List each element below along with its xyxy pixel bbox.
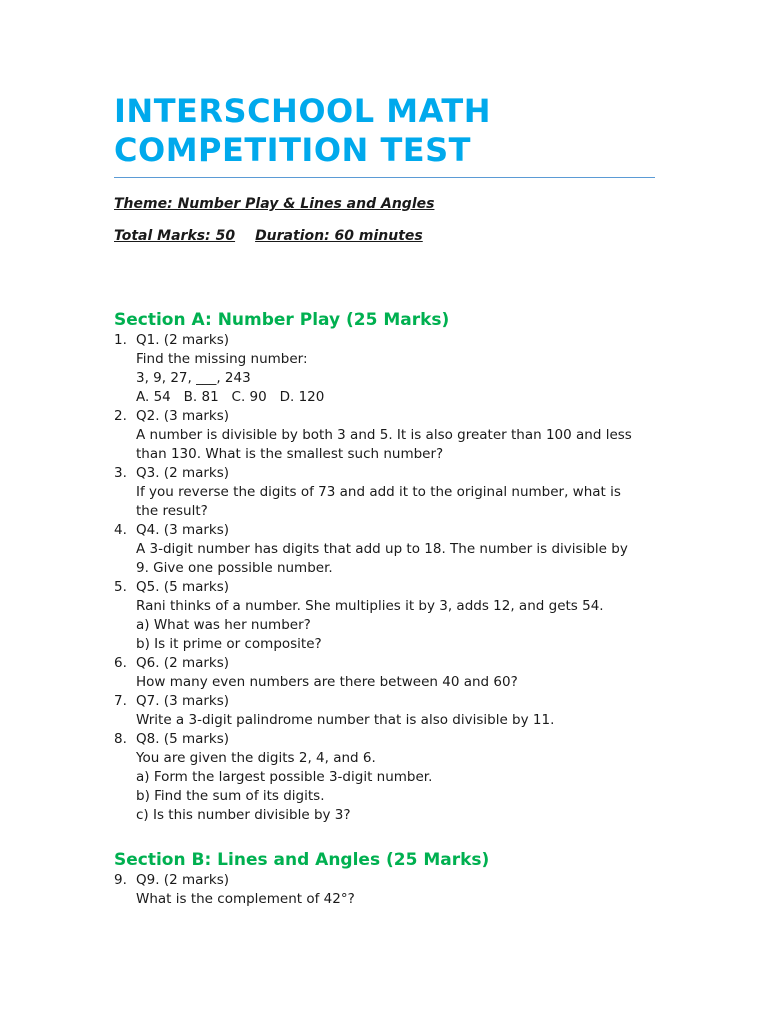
question-item	[114, 654, 655, 692]
question-header: Q7. (3 marks)	[136, 693, 230, 709]
question-text-line: b) Is it prime or composite?	[136, 636, 322, 652]
section-b-heading: Section B: Lines and Angles (25 Marks)	[114, 850, 490, 870]
question-item	[114, 464, 655, 521]
question-text-line: b) Find the sum of its digits.	[136, 788, 325, 804]
question-text-line: What is the complement of 42°?	[136, 891, 355, 907]
question-number: 4.	[114, 522, 127, 538]
question-header: Q9. (2 marks)	[136, 872, 230, 888]
question-text-line: than 130. What is the smallest such number?	[136, 446, 444, 462]
question-text-line: 9. Give one possible number.	[136, 560, 333, 576]
section-a-questions	[114, 331, 655, 825]
question-text-line: c) Is this number divisible by 3?	[136, 807, 351, 823]
question-number: 1.	[114, 332, 127, 348]
question-text-line: Write a 3-digit palindrome number that is also divisible by 11.	[136, 712, 555, 728]
question-number: 3.	[114, 465, 127, 481]
title-line-1: INTERSCHOOL MATH	[114, 92, 491, 130]
question-text-line: If you reverse the digits of 73 and add it to the original number, what is	[136, 484, 621, 500]
title-line-2: COMPETITION TEST	[114, 131, 471, 169]
question-item	[114, 871, 655, 909]
question-number: 2.	[114, 408, 127, 424]
question-item	[114, 692, 655, 730]
question-header: Q2. (3 marks)	[136, 408, 230, 424]
question-item	[114, 331, 655, 407]
question-text-line: A number is divisible by both 3 and 5. It is also greater than 100 and less	[136, 427, 632, 443]
question-text-line: 3, 9, 27, ___, 243	[136, 370, 251, 386]
question-text-line: the result?	[136, 503, 208, 519]
question-header: Q3. (2 marks)	[136, 465, 230, 481]
question-text-line: A. 54 B. 81 C. 90 D. 120	[136, 389, 325, 405]
section-b-questions	[114, 871, 655, 909]
question-text-line: A 3-digit number has digits that add up to 18. The number is divisible by	[136, 541, 628, 557]
question-text-line: How many even numbers are there between 40 and 60?	[136, 674, 518, 690]
question-text-line: Rani thinks of a number. She multiplies it by 3, adds 12, and gets 54.	[136, 598, 604, 614]
question-header: Q8. (5 marks)	[136, 731, 230, 747]
question-item	[114, 578, 655, 654]
question-number: 6.	[114, 655, 127, 671]
question-number: 7.	[114, 693, 127, 709]
marks-duration-line	[114, 227, 655, 245]
section-a-heading: Section A: Number Play (25 Marks)	[114, 310, 450, 330]
theme-line: Theme: Number Play & Lines and Angles	[114, 196, 435, 212]
question-number: 9.	[114, 872, 127, 888]
total-marks: Total Marks: 50	[114, 228, 236, 244]
question-item	[114, 521, 655, 578]
document-title	[114, 92, 655, 170]
question-header: Q6. (2 marks)	[136, 655, 230, 671]
question-item	[114, 407, 655, 464]
question-text-line: Find the missing number:	[136, 351, 308, 367]
question-text-line: a) What was her number?	[136, 617, 311, 633]
question-header: Q5. (5 marks)	[136, 579, 230, 595]
question-number: 8.	[114, 731, 127, 747]
question-header: Q4. (3 marks)	[136, 522, 230, 538]
question-text-line: a) Form the largest possible 3-digit number.	[136, 769, 433, 785]
title-divider	[114, 177, 655, 178]
duration: Duration: 60 minutes	[255, 228, 423, 244]
question-text-line: You are given the digits 2, 4, and 6.	[136, 750, 376, 766]
question-item	[114, 730, 655, 825]
test-document	[114, 92, 655, 909]
question-header: Q1. (2 marks)	[136, 332, 230, 348]
question-number: 5.	[114, 579, 127, 595]
